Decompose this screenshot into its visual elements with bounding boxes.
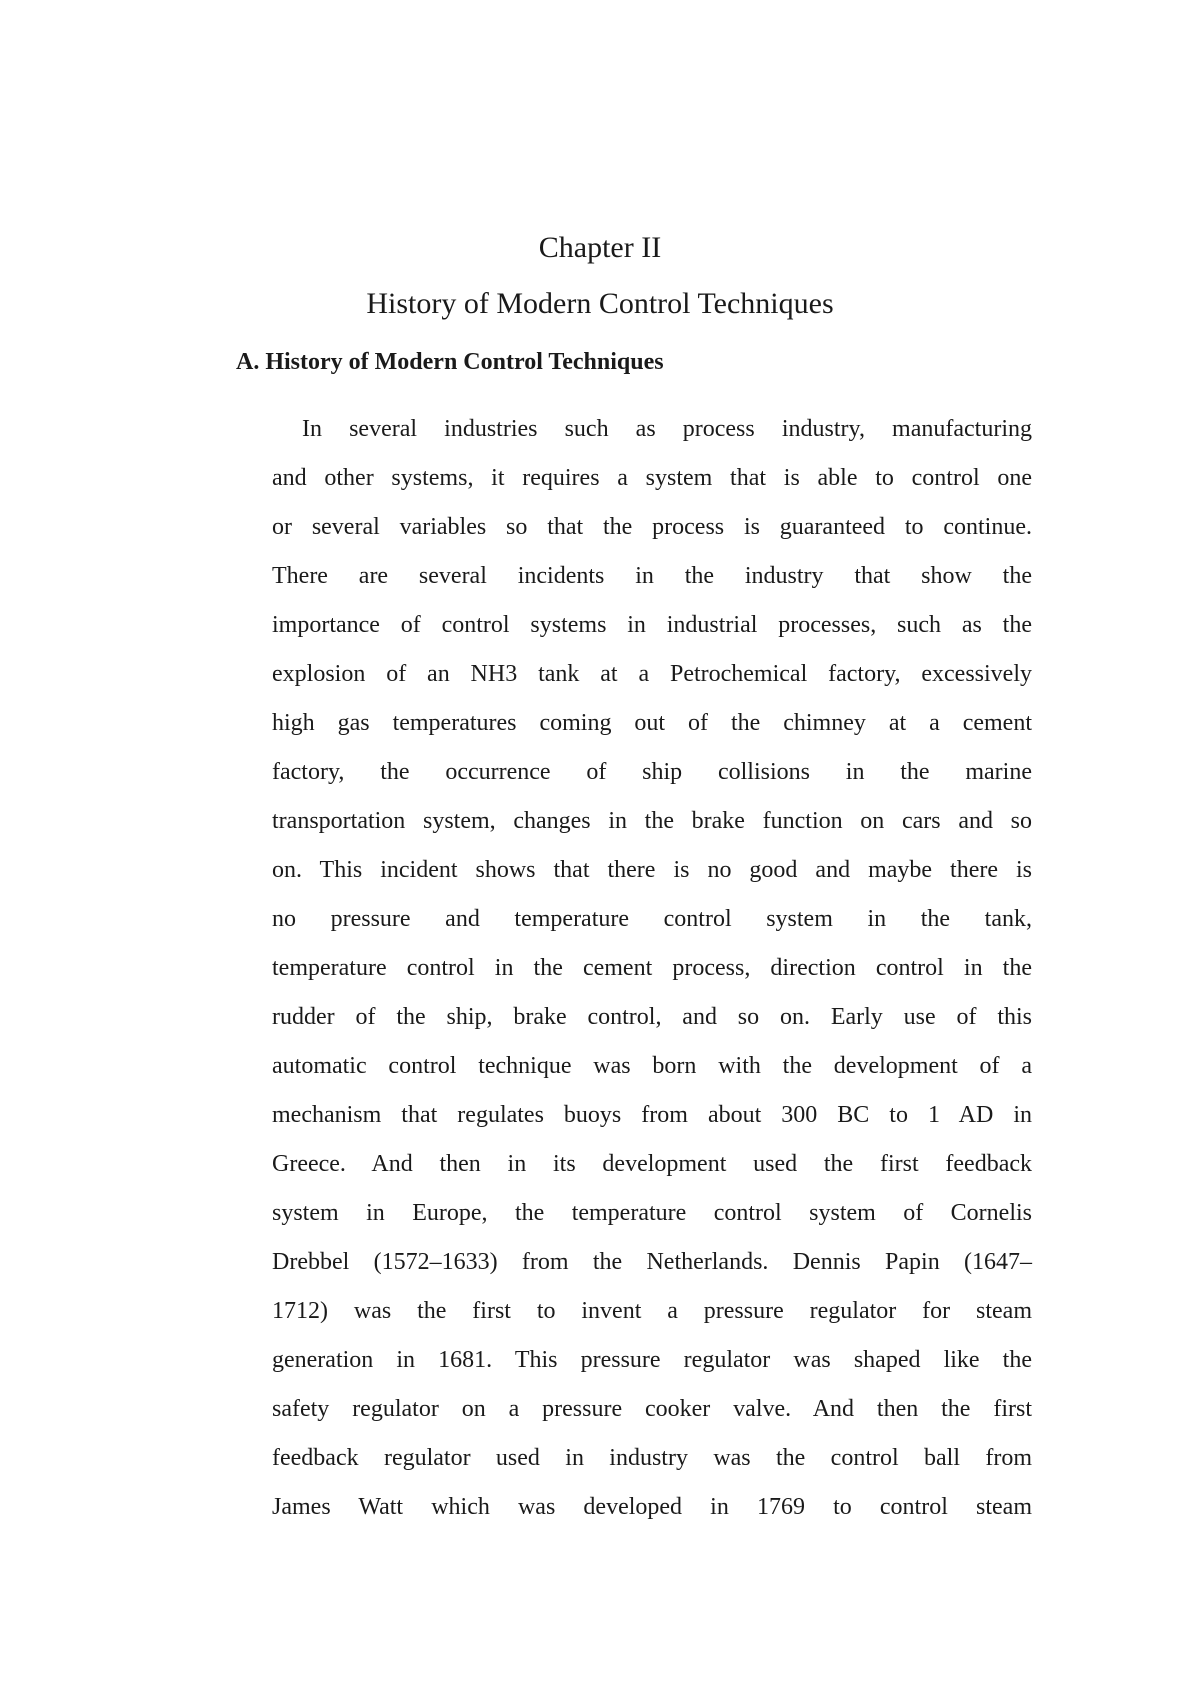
paragraph-line: factory, the occurrence of ship collisions in the marine <box>272 759 1032 785</box>
paragraph-line: or several variables so that the process is guaranteed to continue. <box>272 514 1032 540</box>
chapter-title: Chapter II <box>538 231 662 264</box>
chapter-subtitle: History of Modern Control Techniques <box>366 287 834 320</box>
paragraph-line: rudder of the ship, brake control, and so on. Early use of this <box>272 1004 1032 1030</box>
paragraph-line: automatic control technique was born with the development of a <box>272 1053 1032 1079</box>
paragraph-line: importance of control systems in industrial processes, such as the <box>272 612 1032 638</box>
section-heading: A. History of Modern Control Techniques <box>236 349 664 375</box>
paragraph-line: safety regulator on a pressure cooker valve. And then the first <box>272 1396 1032 1422</box>
paragraph-line: no pressure and temperature control system in the tank, <box>272 906 1032 932</box>
paragraph-line: feedback regulator used in industry was the control ball from <box>272 1445 1032 1471</box>
paragraph-line: and other systems, it requires a system that is able to control one <box>272 465 1032 491</box>
paragraph-line: mechanism that regulates buoys from about 300 BC to 1 AD in <box>272 1102 1032 1128</box>
body-paragraph <box>272 405 1032 1532</box>
paragraph-line: high gas temperatures coming out of the chimney at a cement <box>272 710 1032 736</box>
paragraph-line: transportation system, changes in the brake function on cars and so <box>272 808 1032 834</box>
paragraph-line: explosion of an NH3 tank at a Petrochemical factory, excessively <box>272 661 1032 687</box>
paragraph-line: on. This incident shows that there is no good and maybe there is <box>272 857 1032 883</box>
paragraph-line: system in Europe, the temperature control system of Cornelis <box>272 1200 1032 1226</box>
paragraph-line: James Watt which was developed in 1769 to control steam <box>272 1494 1032 1520</box>
paragraph-line: Greece. And then in its development used the first feedback <box>272 1151 1032 1177</box>
paragraph-line: There are several incidents in the industry that show the <box>272 563 1032 589</box>
paragraph-line: 1712) was the first to invent a pressure regulator for steam <box>272 1298 1032 1324</box>
paragraph-line: temperature control in the cement process, direction control in the <box>272 955 1032 981</box>
paragraph-line: In several industries such as process industry, manufacturing <box>302 416 1032 442</box>
paragraph-line: generation in 1681. This pressure regulator was shaped like the <box>272 1347 1032 1373</box>
paragraph-line: Drebbel (1572–1633) from the Netherlands. Dennis Papin (1647– <box>272 1249 1032 1275</box>
